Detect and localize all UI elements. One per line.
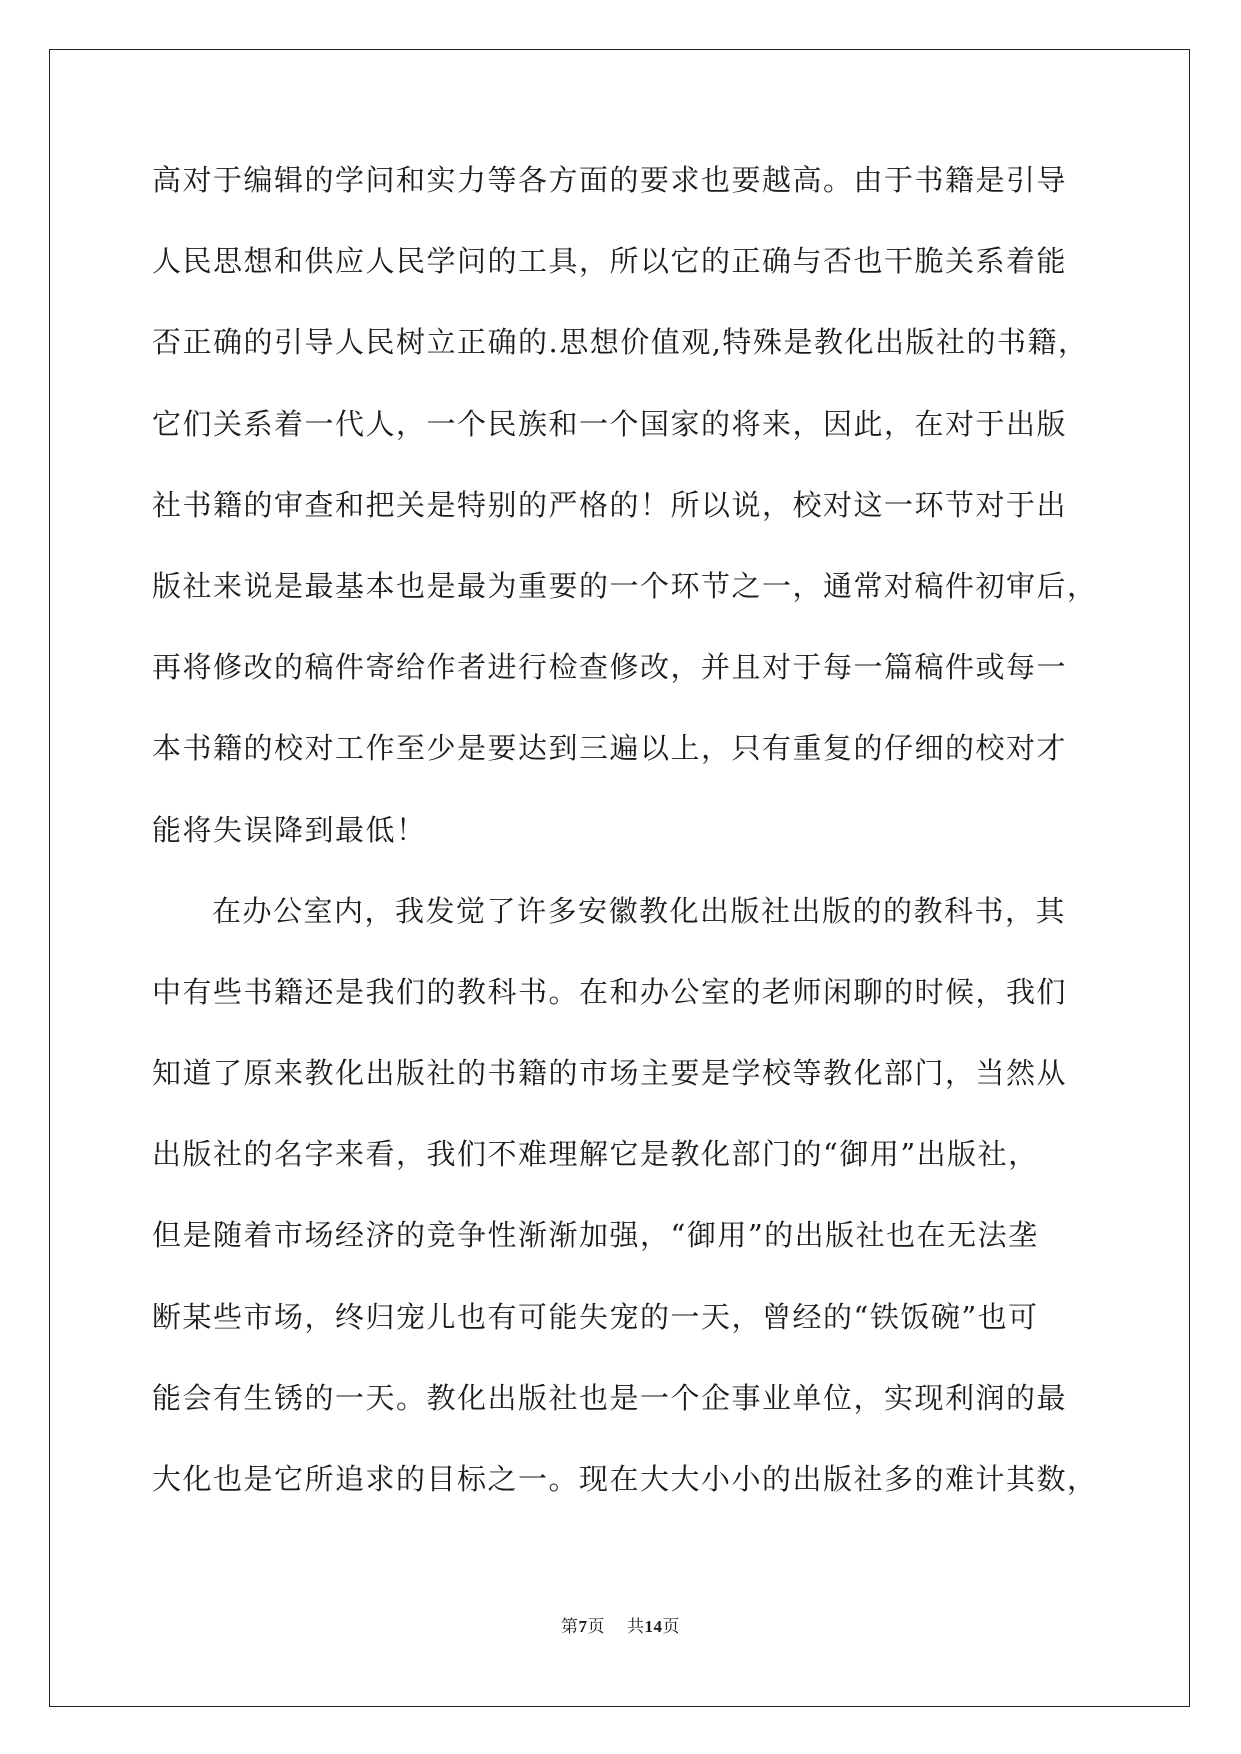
text-line: 人民思想和供应人民学问的工具，所以它的正确与否也干脆关系着能 [152,244,1068,279]
text-line: 断某些市场，终归宠儿也有可能失宠的一天，曾经的“铁饭碗”也可 [152,1299,1039,1334]
text-line: 能会有生锈的一天。教化出版社也是一个企事业单位，实现利润的最 [152,1380,1068,1415]
paragraph-first-line: 在办公室内，我发觉了许多安徽教化出版社出版的的教科书，其 [212,893,1067,928]
current-page-number: 7 [578,1617,588,1636]
footer-page-suffix: 页 [587,1617,605,1637]
total-page-number: 14 [644,1617,663,1636]
text-line: 本书籍的校对工作至少是要达到三遍以上，只有重复的仔细的校对才 [152,731,1068,766]
footer-total-suffix: 页 [662,1617,680,1637]
text-line: 能将失误降到最低！ [152,812,427,847]
text-line: 知道了原来教化出版社的书籍的市场主要是学校等教化部门，当然从 [152,1056,1068,1091]
footer-prefix: 第 [561,1617,579,1637]
document-body [152,160,1122,1540]
footer-total-prefix: 共 [627,1617,645,1637]
text-line: 版社来说是最基本也是最为重要的一个环节之一，通常对稿件初审后， [152,568,1098,603]
page-footer [0,1612,1241,1637]
text-line: 中有些书籍还是我们的教科书。在和办公室的老师闲聊的时候，我们 [152,974,1068,1009]
text-line: 社书籍的审查和把关是特别的严格的！所以说，校对这一环节对于出 [152,487,1068,522]
text-line: 否正确的引导人民树立正确的.思想价值观,特殊是教化出版社的书籍， [152,325,1089,360]
text-line: 出版社的名字来看，我们不难理解它是教化部门的“御用”出版社， [152,1137,1039,1172]
text-line: 但是随着市场经济的竞争性渐渐加强，“御用”的出版社也在无法垄 [152,1218,1039,1253]
text-line: 高对于编辑的学问和实力等各方面的要求也要越高。由于书籍是引导 [152,163,1068,197]
text-line: 大化也是它所追求的目标之一。现在大大小小的出版社多的难计其数， [152,1462,1098,1496]
text-line: 再将修改的稿件寄给作者进行检查修改，并且对于每一篇稿件或每一 [152,650,1068,685]
text-line: 它们关系着一代人，一个民族和一个国家的将来，因此，在对于出版 [152,406,1068,441]
